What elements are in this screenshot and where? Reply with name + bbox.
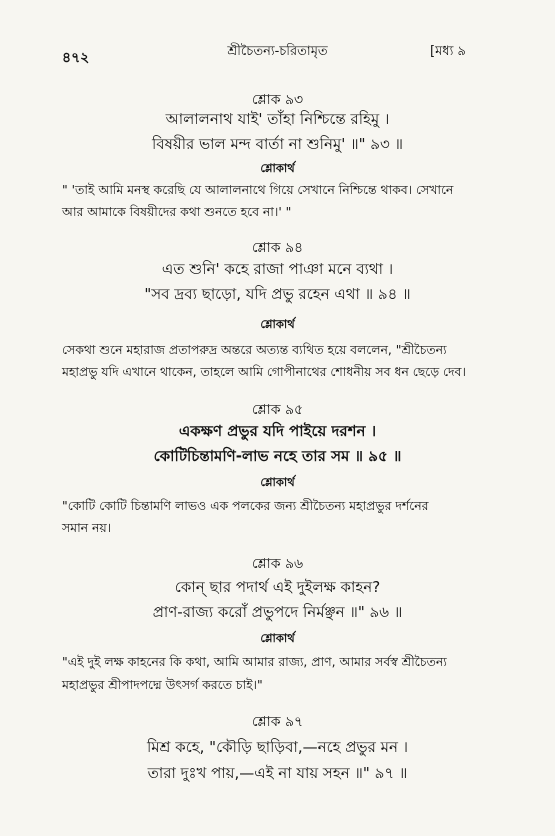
translation-line: "এই দুই লক্ষ কাহনের কি কথা, আমি আমার রাজ্য, প্রাণ, আমার সর্বস্ব শ্রীচৈতন্য	[62, 654, 447, 669]
verse-heading: শ্লোক ৯৫	[251, 402, 304, 418]
verse-heading: শ্লোক ৯৩	[251, 92, 304, 108]
translation-line: " 'তাই আমি মনস্থ করেছি যে আলালনাথে গিয়ে সেখানে নিশ্চিন্তে থাকব। সেখানে	[62, 182, 454, 197]
chapter-label: [মধ্য ৯	[430, 44, 466, 59]
translation-heading: শ্লোকার্থ	[260, 475, 295, 489]
translation-heading: শ্লোকার্থ	[260, 317, 295, 331]
verse-line: তারা দুঃখ পায়,—এই না যায় সহন ॥" ৯৭ ॥	[147, 764, 408, 782]
page-header	[0, 40, 555, 64]
verse-line: কোন্ ছার পদার্থ এই দুইলক্ষ কাহন?	[174, 578, 381, 596]
verse-line: মিশ্র কহে, "কৌড়ি ছাড়িবা,—নহে প্রভুর মন ।	[146, 738, 409, 756]
page-number: ৪৭২	[62, 50, 90, 66]
verse-line: আলালনাথ যাই' তাঁহা নিশ্চিন্তে রহিমু ।	[165, 110, 390, 128]
verse-line: বিষয়ীর ভাল মন্দ বার্তা না শুনিমু' ॥" ৯৩ ॥	[151, 135, 404, 153]
verse-line: "সব দ্রব্য ছাড়ো, যদি প্রভু রহেন এথা ॥ ৯৪ ॥	[144, 285, 411, 303]
verse-heading: শ্লোক ৯৬	[251, 556, 304, 572]
verse-line: কোটিচিন্তামণি-লাভ নহে তার সম ॥ ৯৫ ॥	[153, 447, 402, 465]
translation-line: "কোটি কোটি চিন্তামণি লাভও এক পলকের জন্য শ্রীচৈতন্য মহাপ্রভুর দর্শনের	[62, 498, 429, 513]
verse-line: এত শুনি' কহে রাজা পাঞা মনে ব্যথা ।	[161, 260, 394, 278]
verse-line: একক্ষণ প্রভুর যদি পাইয়ে দরশন ।	[178, 422, 377, 440]
translation-line: আর আমাকে বিষয়ীদের কথা শুনতে হবে না।' "	[62, 204, 292, 219]
verse-heading: শ্লোক ৯৭	[251, 714, 304, 730]
translation-line: মহাপ্রভুর শ্রীপাদপদ্মে উৎসর্গ করতে চাই।"	[62, 677, 263, 692]
translation-heading: শ্লোকার্থ	[260, 631, 295, 645]
verse-line: প্রাণ-রাজ্য করোঁ প্রভুপদে নির্মঞ্ছন ॥" ৯৬ ॥	[152, 603, 403, 621]
translation-line: সমান নয়।	[62, 520, 112, 535]
translation-heading: শ্লোকার্থ	[260, 161, 295, 175]
verse-heading: শ্লোক ৯৪	[251, 240, 304, 256]
translation-line: সেকথা শুনে মহারাজ প্রতাপরুদ্র অন্তরে অত্যন্ত ব্যথিত হয়ে বললেন, "শ্রীচৈতন্য	[62, 342, 447, 357]
translation-line: মহাপ্রভু যদি এখানে থাকেন, তাহলে আমি গোপীনাথের শোধনীয় সব ধন ছেড়ে দেব।	[62, 364, 466, 379]
running-title: শ্রীচৈতন্য-চরিতামৃত	[227, 44, 328, 59]
